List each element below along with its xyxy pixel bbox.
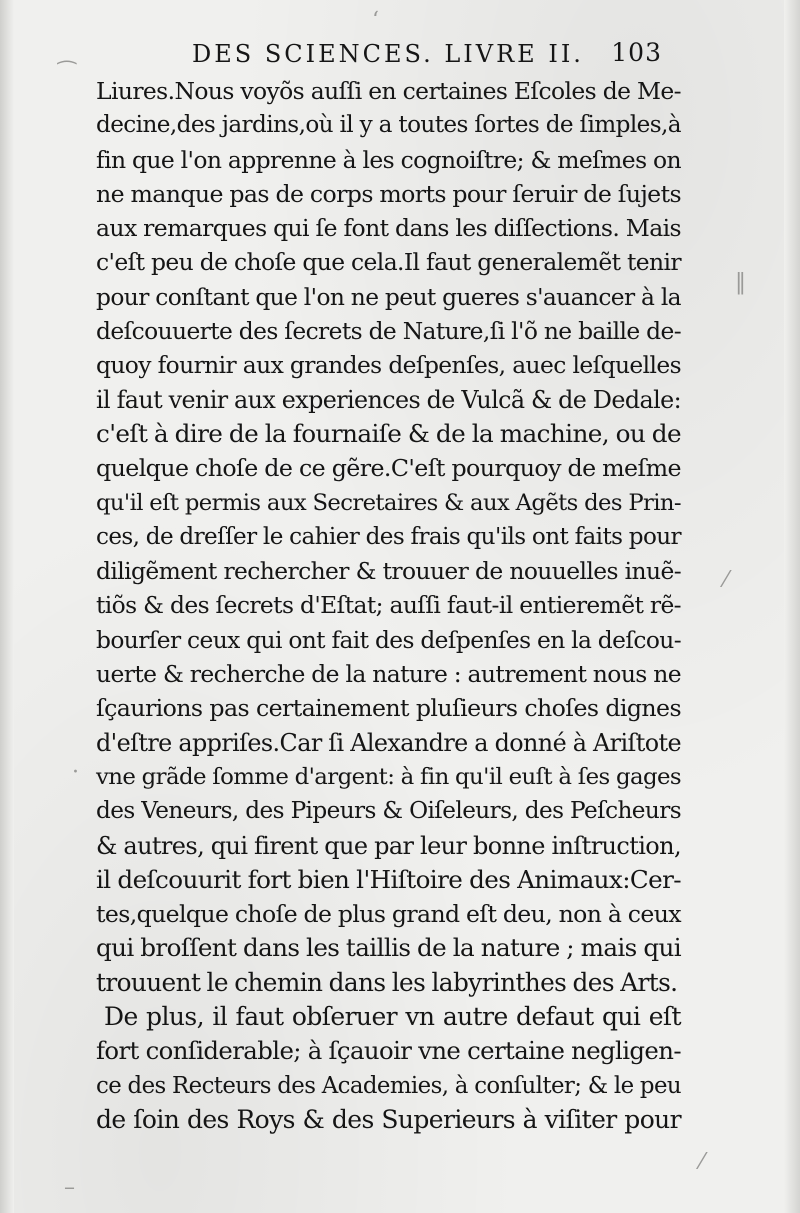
text-line: d'eſtre appriſes.Car ſi Alexandre a donné à Ariſtote	[96, 728, 681, 757]
margin-mark: ⁄	[700, 1150, 704, 1175]
text-line: c'eſt à dire de la fournaiſe & de la machine, ou de	[96, 418, 681, 448]
margin-mark: ·	[72, 760, 79, 785]
text-line: ne manque pas de corps morts pour ſeruir de ſujets	[96, 179, 681, 208]
running-head: DES SCIENCES. LIVRE II.	[192, 40, 584, 68]
text-line: aux remarques qui ſe font dans les diſſections. Mais	[96, 214, 681, 243]
margin-mark: ⁄	[724, 568, 728, 593]
text-line: deſcouuerte des ſecrets de Nature,ſi l'õ ne baille de-	[96, 317, 681, 346]
paragraph-start-line: De plus, il faut obſeruer vn autre defaut qui eſt	[104, 1002, 681, 1032]
text-line: uerte & recherche de la nature : autrement nous ne	[96, 660, 681, 689]
text-line: ſçaurions pas certainement pluſieurs choſes dignes	[96, 694, 681, 723]
text-line: tiõs & des ſecrets d'Eſtat; auſſi faut-il entieremẽt rẽ-	[96, 591, 681, 620]
page-number: 103	[611, 38, 662, 67]
paragraph-end-line: trouuent le chemin dans les labyrinthes des Arts.	[96, 967, 678, 997]
text-line: il deſcouurit fort bien l'Hiſtoire des Animaux:Cer-	[96, 864, 681, 894]
text-line: fort conſiderable; à ſçauoir vne certaine negligen-	[96, 1036, 681, 1066]
margin-mark: –	[64, 1175, 75, 1200]
text-line: de ſoin des Roys & des Superieurs à viſiter pour	[96, 1104, 681, 1134]
body-text	[96, 74, 681, 1137]
page-edge-left	[0, 0, 14, 1213]
text-line: quelque choſe de ce gẽre.C'eſt pourquoy de meſme	[96, 454, 681, 483]
text-line: fin que l'on apprenne à les cognoiſtre; & meſmes on	[96, 145, 681, 174]
page-header	[192, 34, 662, 74]
margin-mark: ‘	[372, 8, 379, 33]
margin-mark: ‖	[735, 270, 746, 295]
text-line: c'eſt peu de choſe que cela.Il faut generalemẽt tenir	[96, 248, 681, 277]
text-line: bourſer ceux qui ont fait des deſpenſes en la deſcou-	[96, 625, 681, 654]
text-line: vne grãde ſomme d'argent: à fin qu'il euſt à ſes gages	[96, 763, 681, 790]
text-line: des Veneurs, des Pipeurs & Oiſeleurs, des Peſcheurs	[96, 797, 681, 825]
text-line: ce des Recteurs des Academies, à conſulter; & le peu	[96, 1072, 681, 1099]
text-line: pour conſtant que l'on ne peut gueres s'auancer à la	[96, 282, 681, 311]
page-edge-right	[784, 0, 800, 1213]
text-line: diligẽment rechercher & trouuer de nouuelles inuẽ-	[96, 557, 681, 586]
text-line: & autres, qui firent que par leur bonne inſtruction,	[96, 831, 681, 860]
margin-mark: ⁔	[58, 40, 76, 65]
text-line: il faut venir aux experiences de Vulcã & de Dedale:	[96, 385, 681, 414]
text-line: ces, de dreſſer le cahier des frais qu'ils ont faits pour	[96, 523, 681, 550]
text-line: qu'il eſt permis aux Secretaires & aux Agẽts des Prin-	[96, 489, 681, 516]
text-line: Liures.Nous voyõs auſſi en certaines Eſcoles de Me-	[96, 77, 681, 105]
text-line: quoy fournir aux grandes deſpenſes, auec leſquelles	[96, 351, 681, 380]
text-line: decine,des jardins,où il y a toutes ſortes de ſimples,à	[96, 112, 681, 139]
text-line: tes,quelque choſe de plus grand eſt deu, non à ceux	[96, 900, 681, 929]
text-line: qui broſſent dans les taillis de la nature ; mais qui	[96, 933, 681, 963]
